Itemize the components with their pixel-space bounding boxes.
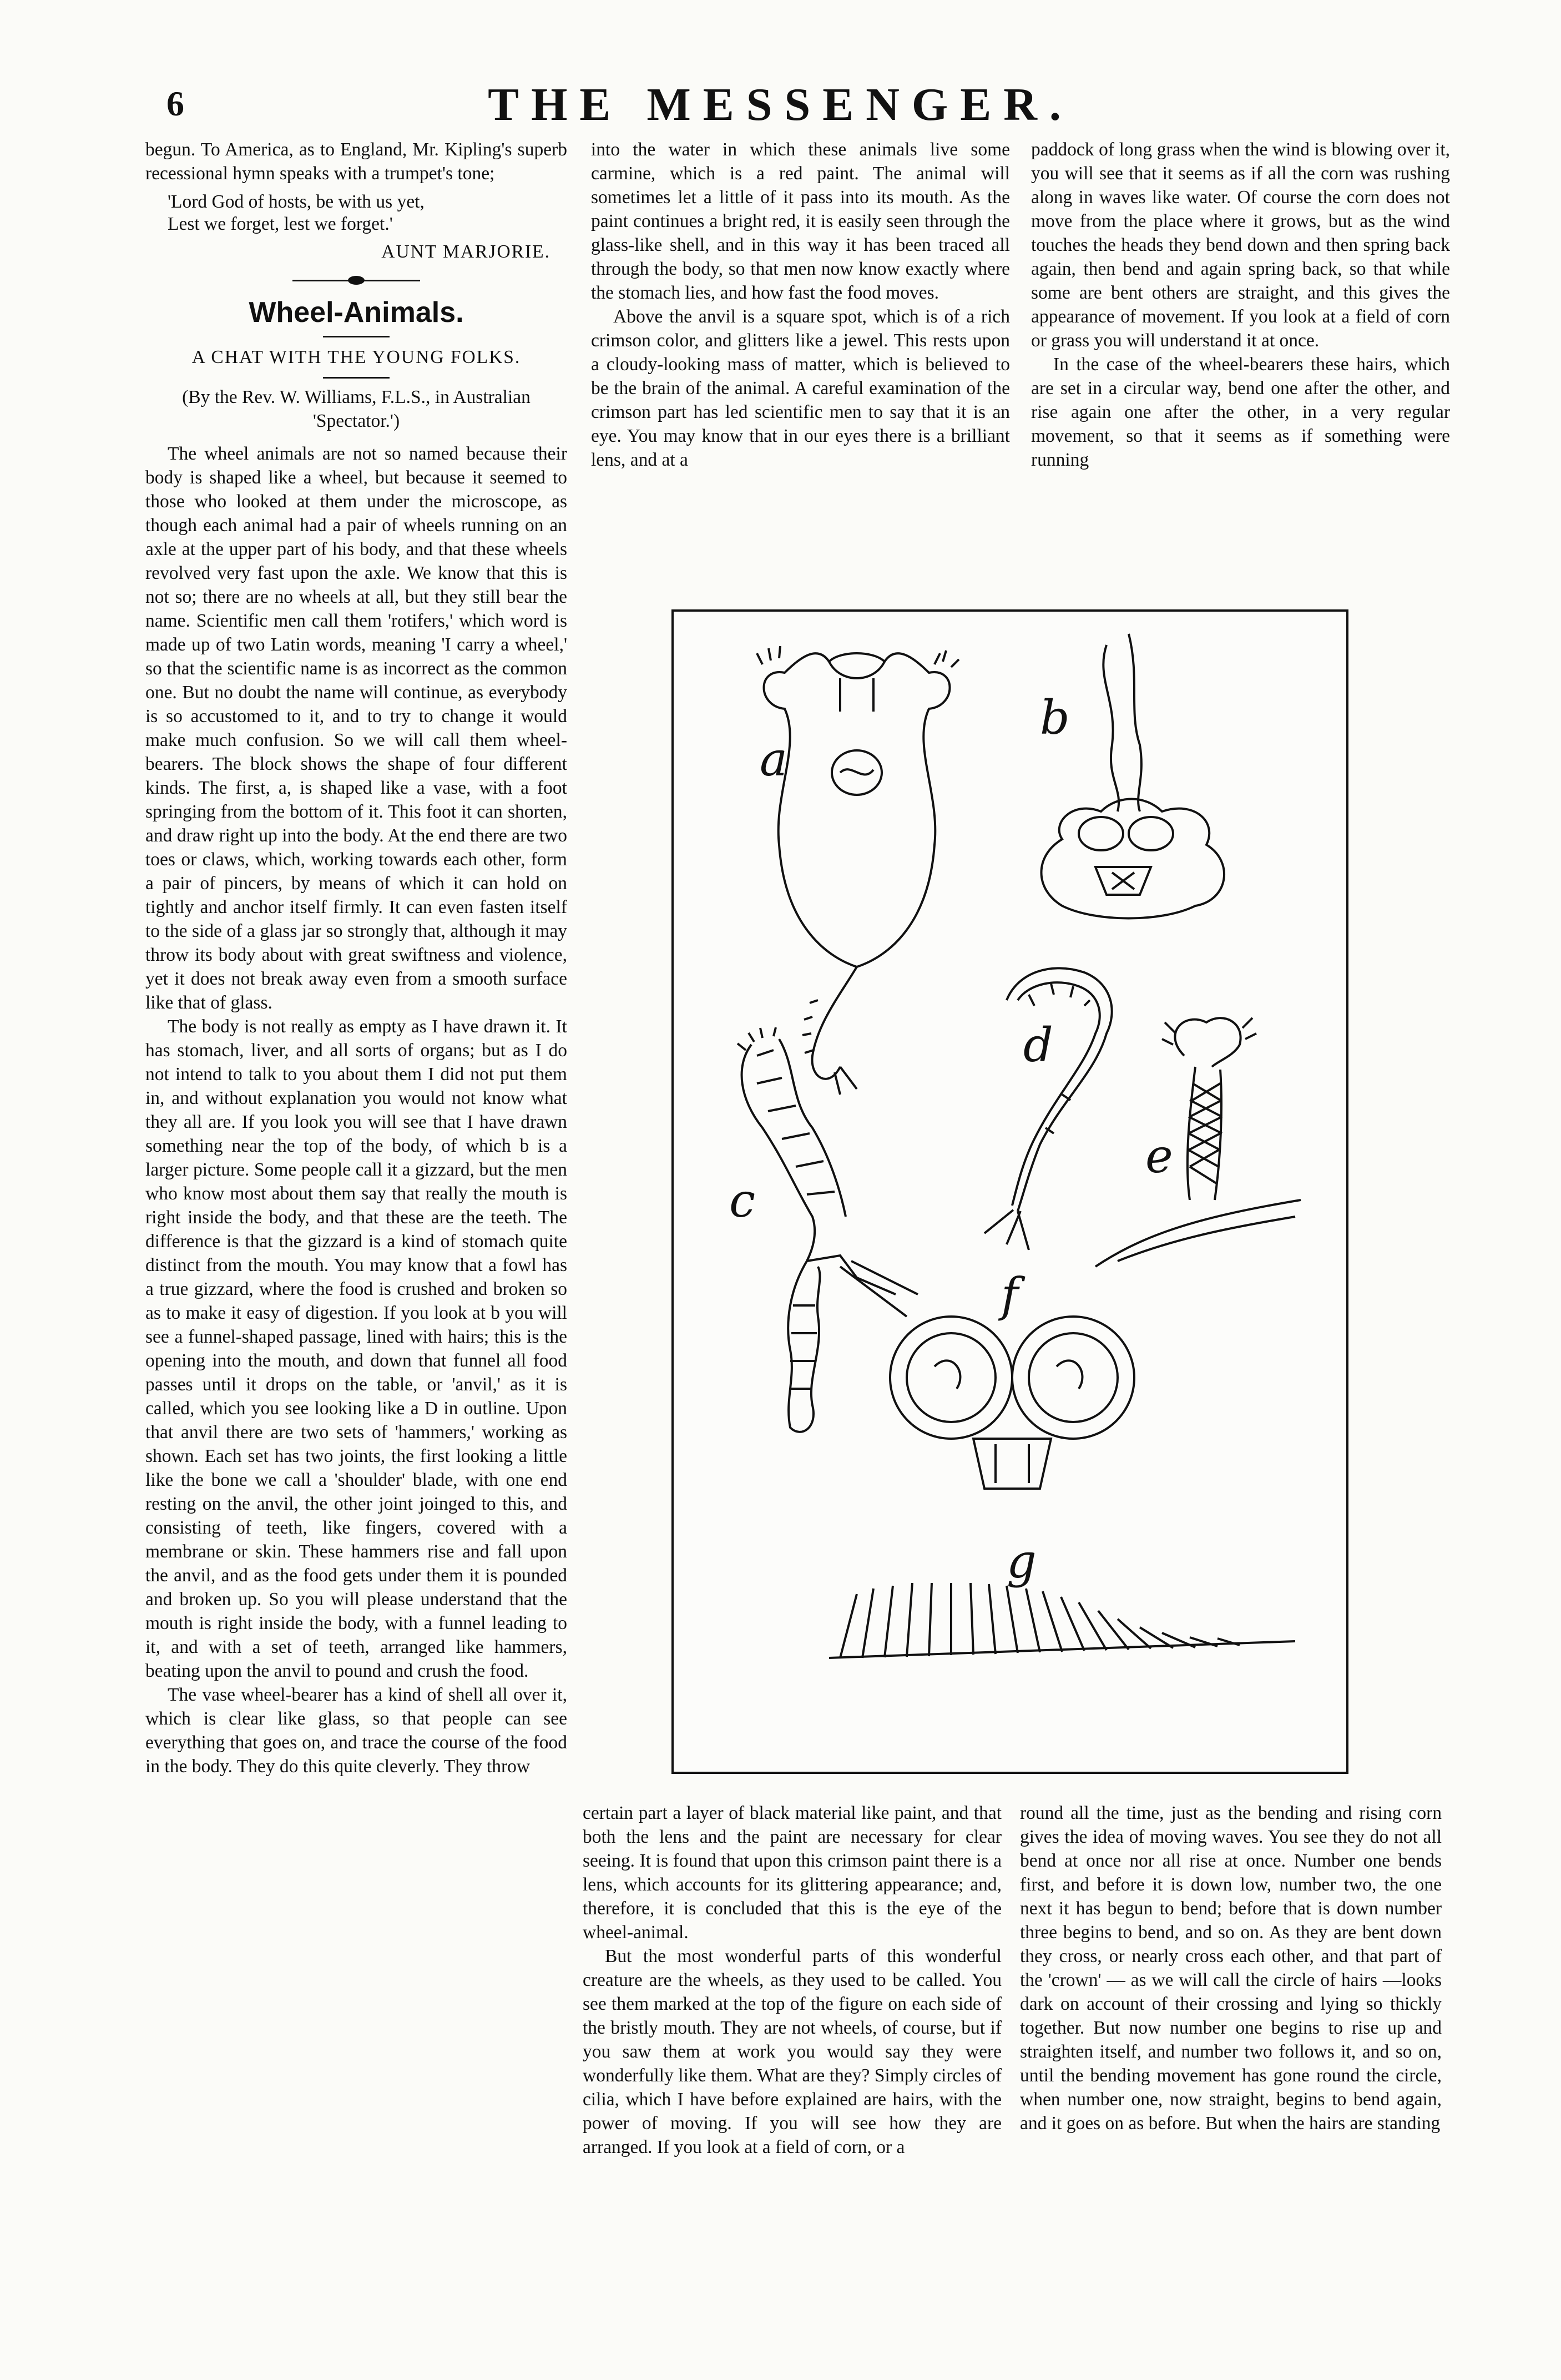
page-header xyxy=(0,79,1561,144)
rotifer-drawing xyxy=(674,612,1346,1772)
column-2-bottom xyxy=(583,1801,1002,2159)
rotifer-f xyxy=(890,1317,1134,1489)
figure-label-d: d xyxy=(1023,1018,1053,1072)
byline: (By the Rev. W. Williams, F.L.S., in Australian 'Spectator.') xyxy=(182,387,531,431)
paragraph: Above the anvil is a square spot, which is of a rich crimson color, and glitters like a jewel. This rests upon a cloudy-looking mass of matter, which is believed to be the brain of the animal. A careful examination of the crimson part has led scientific men to say that it is an eye. You may know that in our eyes there is a brilliant lens, and at a xyxy=(591,306,1010,470)
figure-label-a: a xyxy=(760,732,788,786)
paragraph: The wheel animals are not so named because their body is shaped like a wheel, but because it seemed to those who looked at them under the microscope, as though each animal had a pair of wheels running on an axle at the upper part of his body, and that these wheels revolved very fast upon the axle. We know that this is not so; there are no wheels at all, but they still bear the name. Scientific men call them 'rotifers,' which word is made up of two Latin words, meaning 'I carry a wheel,' so that the scientific name is as incorrect as the common one. But no doubt the name will continue, as everybody is so accustomed to it, and to try to change it would make much confusion. So we will call them wheel-bearers. The block shows the shape of four different kinds. The first, a, is shaped like a vase, with a foot springing from the bottom of it. This foot it can shorten, and draw right up into the body. At the end there are two toes or claws, which, working towards each other, form a pair of pincers, by means of which it can hold on tightly and anchor itself firmly. It can even fasten itself to the side of a glass jar so strongly that, although it may throw its body about with great swiftness and violence, yet it does not break away even from a smooth surface like that of glass. xyxy=(145,443,567,1013)
paragraph: certain part a layer of black material like paint, and that both the lens and the paint are necessary for clear seeing. It is found that upon this crimson paint there is a lens, which accounts for its glittering appearance; and, therefore, it is concluded that this is the eye of the wheel-animal. xyxy=(583,1803,1002,1943)
divider xyxy=(323,377,390,379)
page-number: 6 xyxy=(166,84,184,123)
column-3-bottom xyxy=(1020,1801,1442,2135)
paragraph: The body is not really as empty as I have drawn it. It has stomach, liver, and all sorts of organs; but as I do not intend to talk to you about them I did not put them in, and without explanation you would not know what they all are. If you look you will see that I have drawn something near the top of the body, of which b is a larger picture. Some people call it a gizzard, but the men who know most about them say that really the mouth is right inside the body, and that these are the teeth. The difference is that the gizzard is a kind of stomach quite distinct from the mouth. You may know that a fowl has a true gizzard, where the food is crushed and broken so as to make it easy of digestion. If you look at b you will see a funnel-shaped passage, lined with hairs; this is the opening into the mouth, and down that funnel all food passes until it drops on the table, or 'anvil,' as it is called, which you see looking like a D in outline. Upon that anvil there are two sets of 'hammers,' working as shown. Each set has two joints, the first looking a little like the bone we call a 'shoulder' blade, with one end resting on the anvil, the other joint joinged to this, and consisting of teeth, like fingers, covered with a membrane or skin. These hammers rise and fall upon the anvil, and as the food gets under them it is pounded and broken up. So you will please understand that the mouth is right inside the body, with a funnel leading to it, and with a set of teeth, arranged like hammers, beating upon the anvil to pound and crush the food. xyxy=(145,1016,567,1681)
rotifer-g xyxy=(829,1583,1295,1658)
divider xyxy=(323,336,390,337)
figure-label-e: e xyxy=(1145,1129,1173,1183)
masthead: THE MESSENGER. xyxy=(488,79,1073,130)
paragraph: In the case of the wheel-bearers these hairs, which are set in a circular way, bend one after the other, and rise again one after the other, in a very regular movement, so that it seems as if something were running xyxy=(1031,354,1450,470)
signature: AUNT MARJORIE. xyxy=(381,241,550,262)
column-1 xyxy=(145,138,567,1778)
article-title: Wheel-Animals. xyxy=(249,296,464,329)
rotifer-b xyxy=(1042,634,1225,919)
column-2-top xyxy=(591,138,1010,472)
ornamental-rule xyxy=(292,277,420,284)
paragraph: into the water in which these animals live some carmine, which is a red paint. The animal will sometimes let a little of it pass into its mouth. As the paint continues a bright red, it is easily seen through the glass-like shell, and in this way it has been traced all through the body, so that men now know exactly where the stomach lies, and how fast the food moves. xyxy=(591,139,1010,303)
quote-line: Lest we forget, lest we forget.' xyxy=(168,214,393,234)
paragraph: paddock of long grass when the wind is blowing over it, you will see that it seems as if all the corn was rushing along in waves like water. Of course the corn does not move from the place where it grows, but as the wind touches the heads they bend down and then spring back again, then bend and again spring back, so that while some are bent others are straight, and this gives the appearance of movement. If you look at a field of corn or grass you will understand it at once. xyxy=(1031,139,1450,351)
figure-label-g: g xyxy=(1007,1534,1037,1589)
column-3-top xyxy=(1031,138,1450,472)
paragraph: round all the time, just as the bending and rising corn gives the idea of moving waves. You see they do not all bend at once nor all rise at once. Number one bends first, and before it is down low, number two, the one next it has begun to bend; before that is down number three begins to bend, and so on. As they are bent down they cross, or nearly cross each other, and that part of the 'crown' — as we will call the circle of hairs —looks dark on account of their crossing and lying so thickly together. But now number one begins to rise up and straighten itself, and number two follows it, and so on, until the bending movement has gone round the circle, when number one, now straight, begins to bend again, and it goes on as before. But when the hairs are standing xyxy=(1020,1803,1442,2134)
quote-line: 'Lord God of hosts, be with us yet, xyxy=(168,191,425,212)
figure-label-f: f xyxy=(1001,1268,1019,1322)
rotifer-a xyxy=(757,646,959,1095)
figure-label-b: b xyxy=(1040,690,1070,745)
rotifer-d xyxy=(984,968,1112,1250)
article-subtitle: A CHAT WITH THE YOUNG FOLKS. xyxy=(191,347,521,367)
figure-label-c: c xyxy=(729,1173,756,1228)
paragraph: begun. To America, as to England, Mr. Kipling's superb recessional hymn speaks with a trumpet's tone; xyxy=(145,139,567,184)
paragraph: But the most wonderful parts of this wonderful creature are the wheels, as they used to be called. You see them marked at the top of the figure on each side of the bristly mouth. They are not wheels, of course, but if you saw them at work you would say they were wonderfully like them. What are they? Simply circles of cilia, which I have before explained are hairs, with the power of moving. If you will see how they are arranged. If you look at a field of corn, or a xyxy=(583,1946,1002,2157)
paragraph: The vase wheel-bearer has a kind of shell all over it, which is clear like glass, so that people can see everything that goes on, and trace the course of the food in the body. They do this quite cleverly. They throw xyxy=(145,1685,567,1777)
rotifer-e xyxy=(1095,1018,1301,1267)
poem-quote xyxy=(168,191,567,235)
rotifer-illustration xyxy=(671,609,1348,1774)
